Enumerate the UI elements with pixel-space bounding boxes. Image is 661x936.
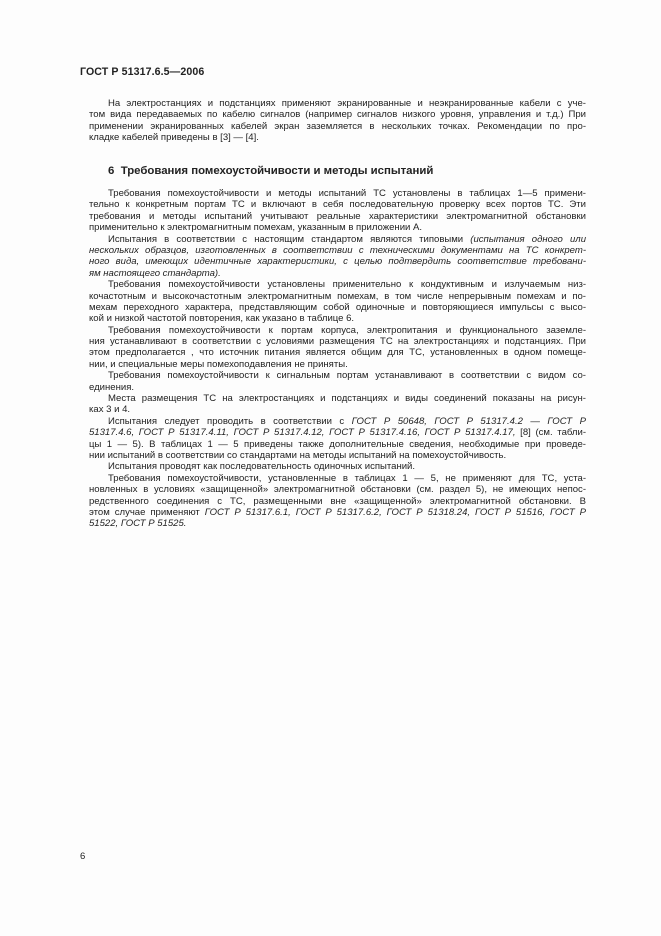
text-span: редственного соединения с ТС, размещенными вне «защищенной» электромагнитной обстановки. В [89,495,586,507]
text-span: применительно к электромагнитным помехам, указанным в приложении А. [89,222,423,234]
text-line [89,279,586,290]
text-line [89,313,586,324]
intro-paragraph [89,98,586,144]
document-id-header: ГОСТ Р 51317.6.5—2006 [80,66,205,78]
text-line [89,439,586,450]
text-span: Требования помехоустойчивости к сигнальным портам устанавливают в соответствии с видом со- [108,370,586,382]
section-number: 6 [108,165,115,177]
text-line [89,302,586,313]
text-span: Требования помехоустойчивости к портам корпуса, электропитания и функционального заземле- [108,324,586,336]
text-span: кой и низкой частотой повторения, как указано в таблице 6. [89,313,355,325]
text-line [89,427,586,438]
text-line [89,484,586,495]
text-span: мехам переходного характера, представляющим собой одиночные и повторяющиеся импульсы с высо- [89,301,586,313]
text-span: применении экранированных кабелей экран заземляется в нескольких точках. Рекомендации по про- [89,120,586,132]
text-line [89,211,586,222]
text-line [89,416,586,427]
text-line [89,347,586,358]
text-line [89,507,586,518]
text-line [89,359,586,370]
text-line [89,461,586,472]
text-span: тельно к конкретным портам ТС и включают в себя последовательную проверку всех портов ТС. Эти [89,199,586,211]
text-span: цы 1 — 5). В таблицах 1 — 5 приведены также дополнительные сведения, необходимые при проведе- [89,438,586,450]
text-line [89,291,586,302]
text-span: [8] (см. табли- [515,427,587,439]
text-line [89,382,586,393]
text-span: Испытания в соответствии с настоящим стандартом являются типовыми [108,233,471,245]
text-line [89,98,586,109]
text-line [89,234,586,245]
text-span: Требования помехоустойчивости и методы испытаний ТС установлены в таблицах 1—5 примени- [108,188,586,199]
text-span: единения. [89,381,135,393]
page-number: 6 [80,851,86,862]
text-line [89,268,586,279]
text-line [89,404,586,415]
italic-text: 51317.4.6, ГОСТ Р 51317.4.11, ГОСТ Р 51317.4.12, ГОСТ Р 51317.4.16, ГОСТ Р 51317.4.17, [89,427,516,439]
text-span: ках 3 и 4. [89,404,131,416]
text-span: кладке кабелей приведены в [3] — [4]. [89,132,259,144]
italic-text: (испытания одного или [470,233,587,245]
text-line [89,473,586,484]
text-line [89,450,586,461]
text-span: новленных в условиях «защищенной» электромагнитной обстановки (см. раздел 5), не имеющих непос- [89,484,586,496]
text-span: требования и методы испытаний учитывают реальные характеристики электромагнитной обстановки [89,210,586,222]
text-span: Требования помехоустойчивости установлены применительно к кондуктивным и излучаемым низ- [108,279,586,291]
text-span: Испытания следует проводить в соответствии с [108,415,352,427]
text-line [89,256,586,267]
text-line [89,121,586,132]
text-line [89,222,586,233]
text-span: нии испытаний в соответствии со стандартами на методы испытаний на помехоустойчивость. [89,449,507,461]
text-line [89,336,586,347]
italic-text: ям настоящего стандарта). [89,267,221,279]
italic-text: нескольких образцов, изготовленных в соответствии с техническими документами на ТС конкрет- [89,244,586,256]
section-body [89,188,586,530]
text-line [89,518,586,529]
italic-text: ного вида, имеющих идентичные характеристики, с целью подтвердить соответствие требовани- [89,256,586,268]
text-line [89,199,586,210]
text-span: Требования помехоустойчивости, установленные в таблицах 1 — 5, не применяют для ТС, уста- [108,472,586,484]
section-heading [108,165,433,177]
text-line [89,245,586,256]
text-span: На электростанциях и подстанциях применяют экранированные и неэкранированные кабели с уче- [108,98,586,109]
text-line [89,496,586,507]
text-span: этом предполагается , что источник питания является общим для ТС, установленных в одном помеще- [89,347,586,359]
text-line [89,370,586,381]
text-line [89,132,586,143]
italic-text: ГОСТ Р 50648, ГОСТ Р 51317.4.2 — ГОСТ Р [351,415,586,427]
text-span: этом случае применяют [89,506,205,518]
text-span: нии, и специальные меры помехоподавления не приняты. [89,358,348,370]
text-line [89,109,586,120]
text-span: Места размещения ТС на электростанциях и подстанциях и виды соединений показаны на рисун- [108,393,586,405]
text-line [89,188,586,199]
text-span: Испытания проводят как последовательность одиночных испытаний. [108,461,416,473]
text-span: ния устанавливают в соответствии с условиями размещения ТС на электростанциях и подстанциях. При [89,336,586,348]
text-line [89,393,586,404]
italic-text: ГОСТ Р 51317.6.1, ГОСТ Р 51317.6.2, ГОСТ Р 51318.24, ГОСТ Р 51516, ГОСТ Р [204,506,587,518]
section-title: Требования помехоустойчивости и методы испытаний [120,165,434,177]
italic-text: 51522, ГОСТ Р 51525. [89,518,187,530]
text-span: кочастотным и высокочастотным электромагнитным помехам, в том числе непрерывным помехам и по- [89,290,586,302]
text-line [89,325,586,336]
text-span: том вида передаваемых по кабелю сигналов (например сигналов низкого уровня, управления и т.д.) При [89,109,586,121]
